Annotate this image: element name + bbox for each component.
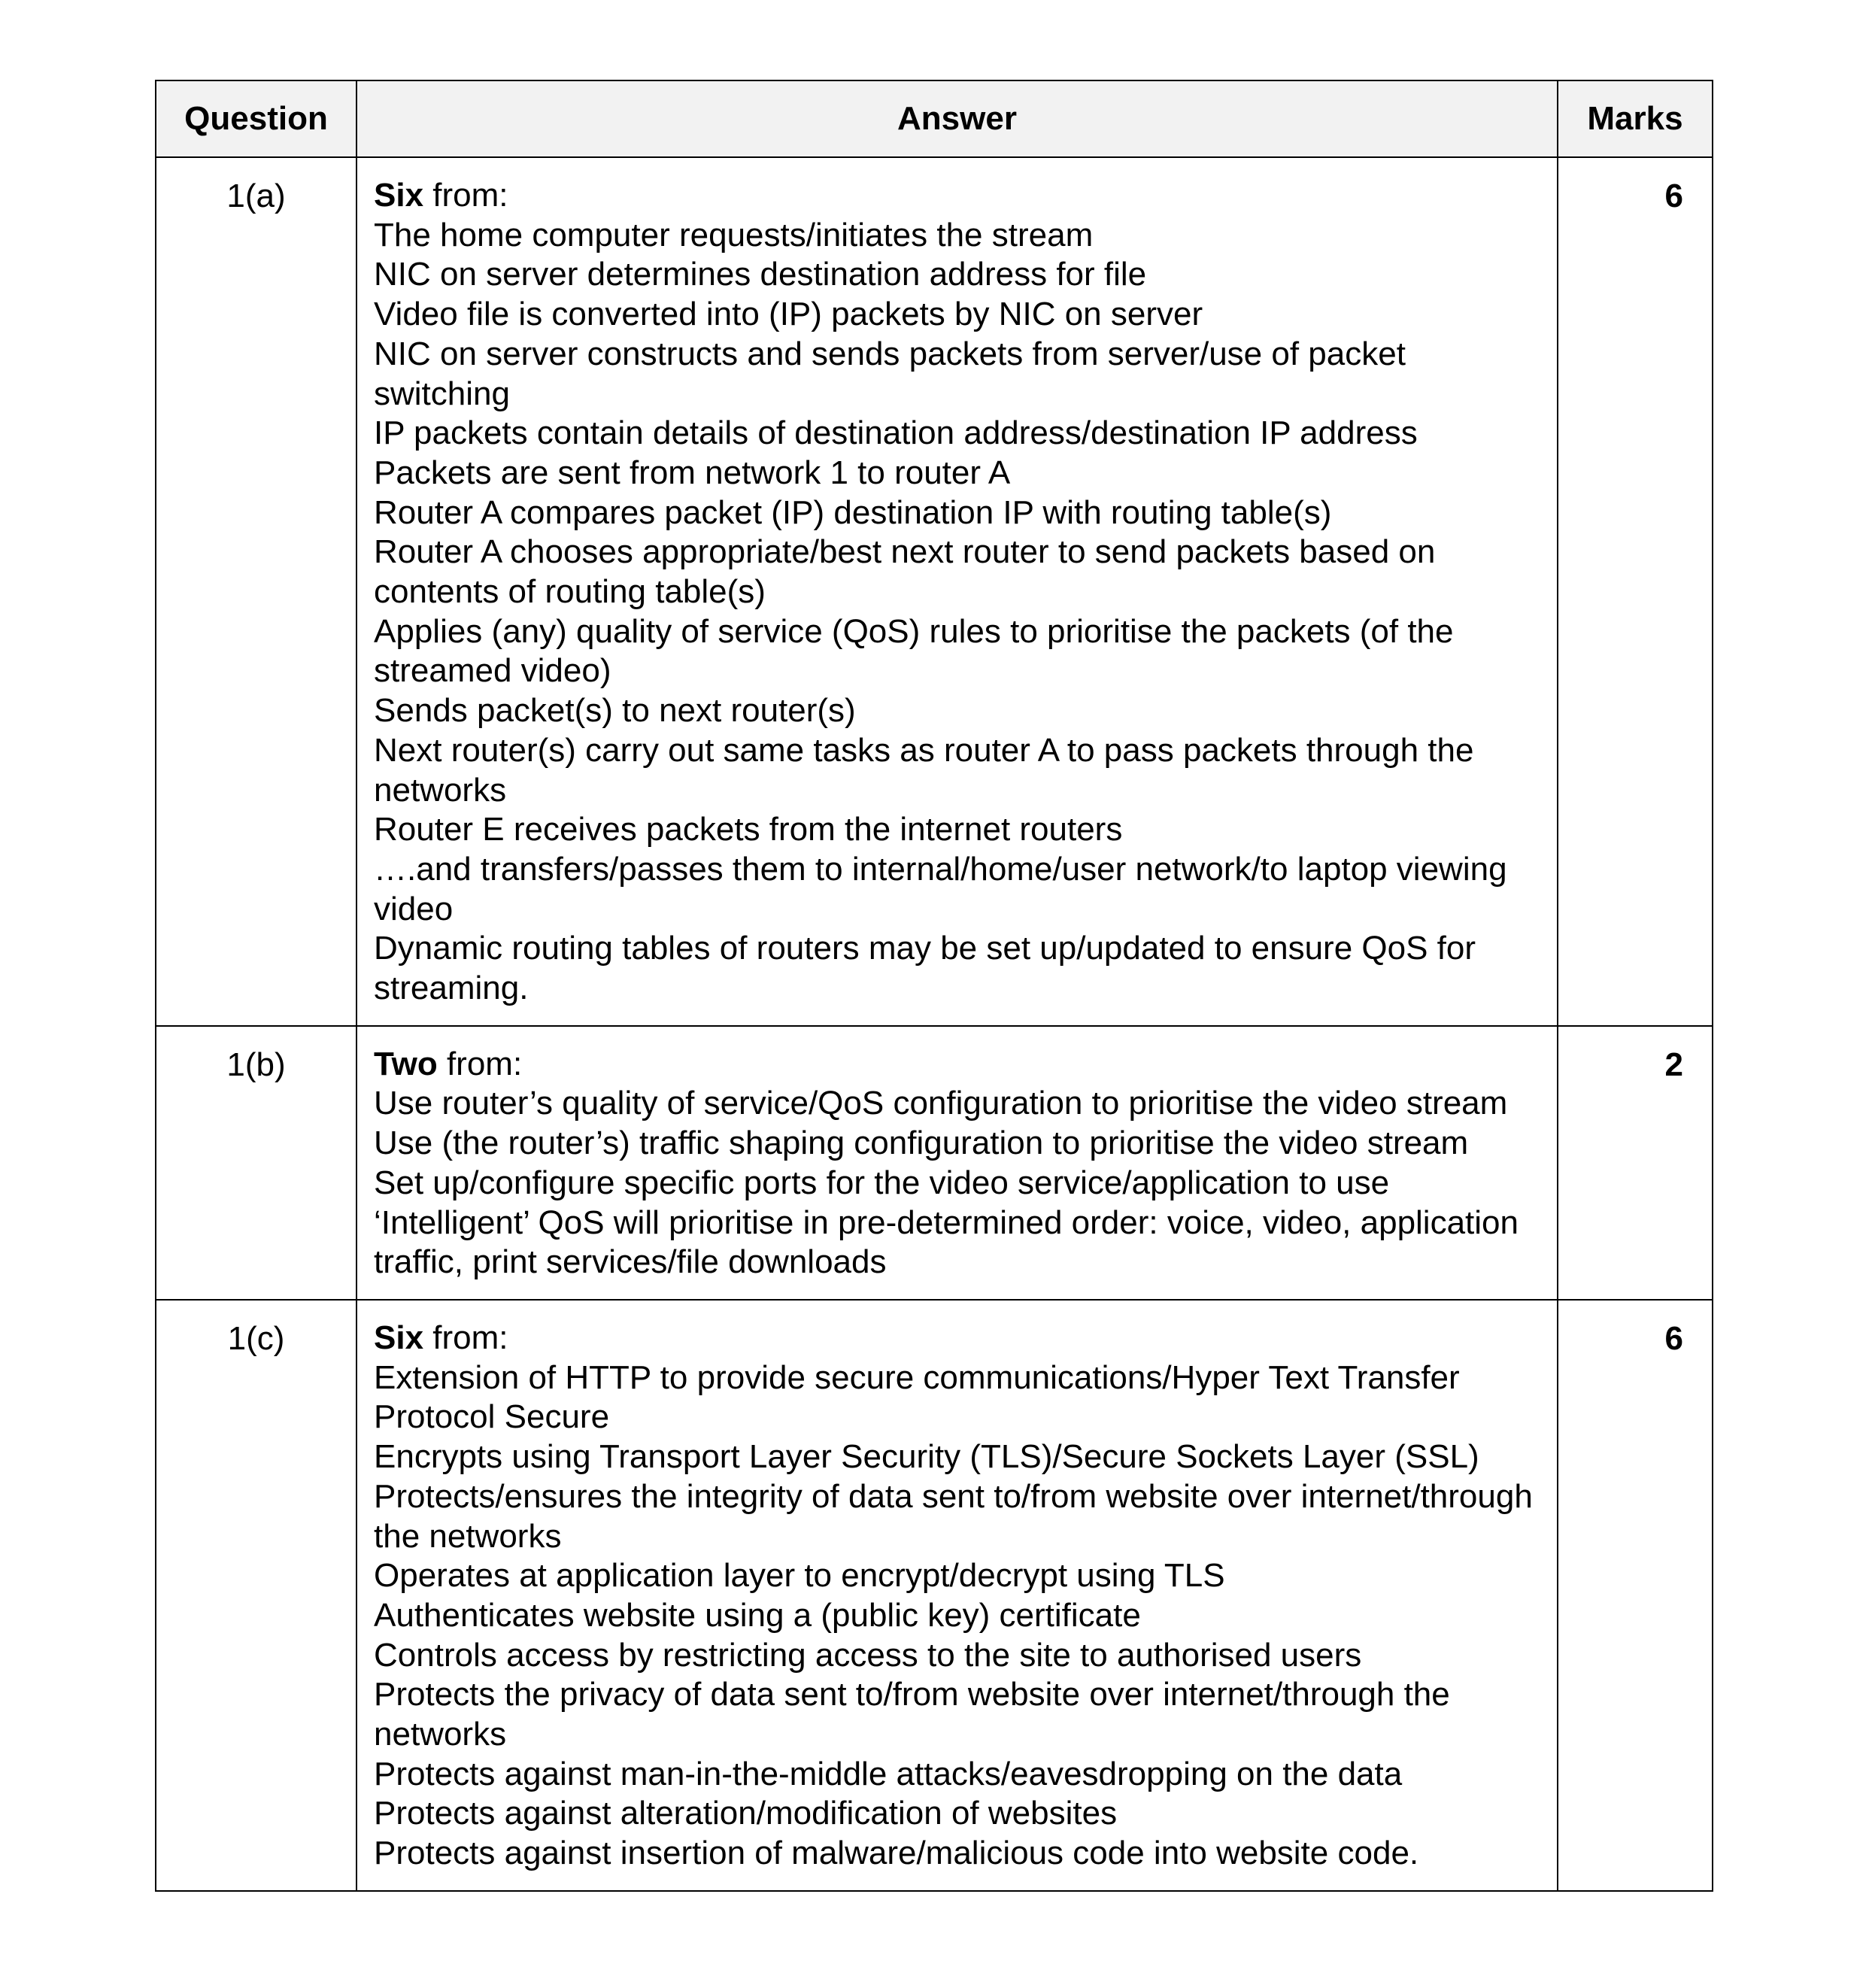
answer-point: Packets are sent from network 1 to router A	[374, 454, 1011, 491]
answer-lead-count: Six	[374, 1319, 424, 1356]
answer-point: Sends packet(s) to next router(s)	[374, 692, 856, 730]
answer-point: NIC on server determines destination address for file	[374, 256, 1147, 293]
answer-lead-text: from:	[423, 1319, 508, 1356]
answer-lead-count: Two	[374, 1045, 438, 1082]
table-row	[156, 1300, 1713, 1891]
table-row	[156, 157, 1713, 1026]
answer-cell	[357, 1300, 1558, 1891]
answer-point: Router A chooses appropriate/best next router to send packets based on contents of routing table(s)	[374, 533, 1436, 611]
answer-point: Controls access by restricting access to the site to authorised users	[374, 1636, 1362, 1674]
answer-lead-count: Six	[374, 177, 424, 214]
answer-point: Operates at application layer to encrypt/decrypt using TLS	[374, 1557, 1225, 1595]
answer-point: Protects against alteration/modification of websites	[374, 1795, 1118, 1832]
answer-point: ….and transfers/passes them to internal/home/user network/to laptop viewing video	[374, 850, 1507, 927]
table-body	[156, 157, 1713, 1891]
answer-point: Authenticates website using a (public key) certificate	[374, 1596, 1141, 1634]
answer-point: Use (the router’s) traffic shaping configuration to prioritise the video stream	[374, 1125, 1469, 1162]
question-number: 1(a)	[156, 157, 357, 1026]
answer-lead	[374, 1045, 1542, 1085]
answer-cell	[357, 1026, 1558, 1300]
answer-point: Video file is converted into (IP) packets by NIC on server	[374, 296, 1203, 333]
question-number: 1(c)	[156, 1300, 357, 1891]
answer-point: Encrypts using Transport Layer Security (TLS)/Secure Sockets Layer (SSL)	[374, 1438, 1479, 1476]
header-marks: Marks	[1558, 80, 1713, 157]
answer-point: ‘Intelligent’ QoS will prioritise in pre-determined order: voice, video, application traffic, print services/file downloads	[374, 1203, 1519, 1281]
answer-lead-text: from:	[437, 1045, 523, 1082]
table-row	[156, 1026, 1713, 1300]
answer-point: Extension of HTTP to provide secure communications/Hyper Text Transfer Protocol Secure	[374, 1358, 1460, 1436]
answer-lead	[374, 176, 1542, 216]
answer-lead-text: from:	[423, 177, 508, 214]
marks-value: 6	[1558, 157, 1713, 1026]
answer-point: Use router’s quality of service/QoS configuration to prioritise the video stream	[374, 1085, 1508, 1122]
answer-point: The home computer requests/initiates the stream	[374, 216, 1094, 253]
answer-point: Protects against insertion of malware/malicious code into website code.	[374, 1835, 1419, 1872]
answer-point: NIC on server constructs and sends packets from server/use of packet switching	[374, 335, 1406, 412]
header-row	[156, 80, 1713, 157]
answer-point: Router A compares packet (IP) destination IP with routing table(s)	[374, 493, 1332, 531]
header-question: Question	[156, 80, 357, 157]
answer-point: Next router(s) carry out same tasks as router A to pass packets through the networks	[374, 731, 1474, 809]
answer-lead	[374, 1319, 1542, 1358]
answer-point: Applies (any) quality of service (QoS) rules to prioritise the packets (of the streamed video)	[374, 612, 1454, 690]
header-answer: Answer	[357, 80, 1558, 157]
answer-point: Dynamic routing tables of routers may be set up/updated to ensure QoS for streaming.	[374, 930, 1476, 1007]
question-number: 1(b)	[156, 1026, 357, 1300]
answer-point: Protects the privacy of data sent to/from website over internet/through the networks	[374, 1676, 1450, 1753]
answer-cell	[357, 157, 1558, 1026]
answer-point: Protects against man-in-the-middle attacks/eavesdropping on the data	[374, 1755, 1403, 1792]
answer-point: Protects/ensures the integrity of data sent to/from website over internet/through the networks	[374, 1477, 1533, 1555]
answer-point: Router E receives packets from the internet routers	[374, 811, 1123, 848]
marks-value: 2	[1558, 1026, 1713, 1300]
answer-point: IP packets contain details of destination address/destination IP address	[374, 414, 1418, 452]
answer-point: Set up/configure specific ports for the video service/application to use	[374, 1164, 1390, 1201]
marks-value: 6	[1558, 1300, 1713, 1891]
mark-scheme-table	[155, 80, 1713, 1892]
